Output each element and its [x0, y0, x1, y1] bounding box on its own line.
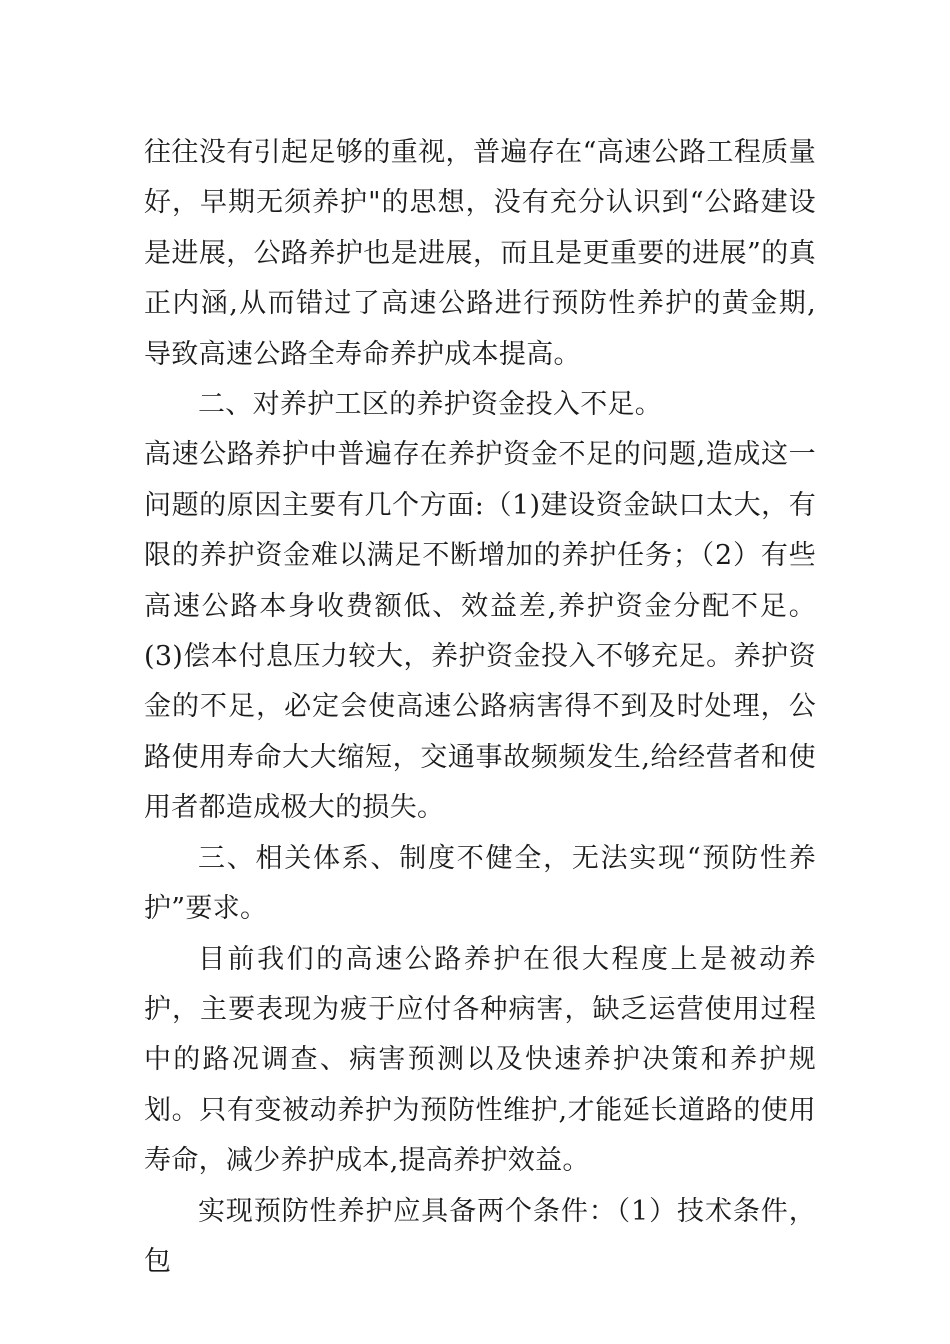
section-heading-3: 三、相关体系、制度不健全，无法实现“预防性养护”要求。: [144, 842, 816, 925]
paragraph-passive-maintenance: 目前我们的高速公路养护在很大程度上是被动养护，主要表现为疲于应付各种病害，缺乏运营使用过程中的路况调查、病害预测以及快速养护决策和养护规划。只有变被动养护为预防性维护,才能延长道路的使用寿命，减少养护成本,提高养护效益。: [144, 943, 816, 1177]
document-body: [144, 128, 816, 1287]
paragraph-continuation: 往往没有引起足够的重视，普遍存在“高速公路工程质量好，早期无须养护"的思想，没有充分认识到“公路建设是进展，公路养护也是进展，而且是更重要的进展”的真正内涵,从而错过了高速公路进行预防性养护的黄金期,导致高速公路全寿命养护成本提高。: [144, 137, 816, 370]
paragraph-conditions: 实现预防性养护应具备两个条件：（1）技术条件，包: [144, 1195, 816, 1277]
section-heading-2: 二、对养护工区的养护资金投入不足。: [198, 389, 663, 421]
paragraph-funding: 高速公路养护中普遍存在养护资金不足的问题,造成这一问题的原因主要有几个方面:（1)建设资金缺口太大，有限的养护资金难以满足不断增加的养护任务；（2）有些高速公路本身收费额低、效益差,养护资金分配不足。(3)偿本付息压力较大，养护资金投入不够充足。养护资金的不足，必定会使高速公路病害得不到及时处理，公路使用寿命大大缩短，交通事故频频发生,给经营者和使用者都造成极大的损失。: [144, 439, 816, 824]
